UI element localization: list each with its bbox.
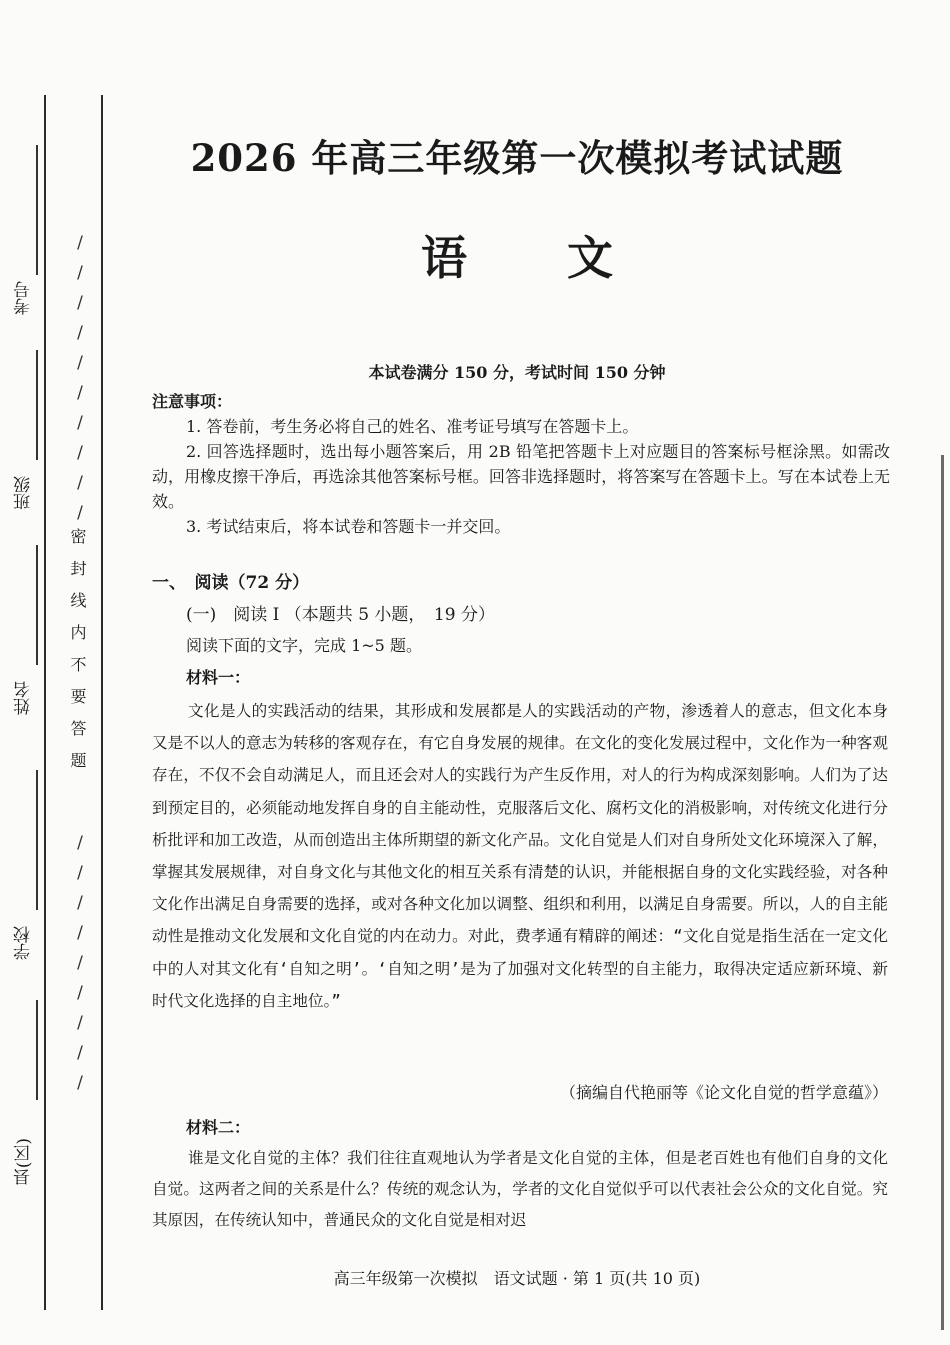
material-two-text: 谁是文化自觉的主体？我们往往直观地认为学者是文化自觉的主体，但是老百姓也有他们自身的文化自觉。这两者之间的关系是什么？传统的观念认为，学者的文化自觉似乎可以代表社会公众的文化自觉。究其原因，在传统认知中，普通民众的文化自觉是相对迟 [152, 1149, 888, 1229]
margin-border-line-outer [44, 95, 46, 1310]
material-two-label: 材料二： [186, 1118, 251, 1137]
notice-heading: 注意事项： [152, 392, 233, 411]
material-one-source: （摘编自代艳丽等《论文化自觉的哲学意蕴》） [559, 1083, 888, 1102]
class-label: 班级 [14, 476, 34, 510]
county-blank [36, 1000, 38, 1100]
name-field [8, 545, 40, 715]
seal-line [62, 228, 98, 1098]
notice-item: 1. 答卷前，考生务必将自己的姓名、准考证号填写在答题卡上。 [186, 417, 639, 436]
subsection-heading: (一) 阅读 I （本题共 5 小题， 19 分） [186, 605, 495, 625]
page-footer: 高三年级第一次模拟 语文试题 · 第 1 页(共 10 页) [333, 1269, 701, 1288]
name-blank [36, 545, 38, 665]
page-edge-shadow [941, 455, 944, 1330]
material-one-label: 材料一： [186, 668, 251, 687]
seal-slashes-top: / / / / / / / / / / [77, 233, 83, 523]
notice-item: 3. 考试结束后，将本试卷和答题卡一并交回。 [186, 517, 511, 536]
subject-title: 语文 [421, 231, 713, 285]
seal-warning-text: 密封线内不要答题 [68, 528, 87, 784]
margin-border-line-inner [101, 95, 103, 1310]
section-heading: 一、 阅读（72 分） [152, 573, 310, 593]
school-blank [36, 770, 38, 910]
exam-number-field [8, 145, 40, 315]
school-label: 学校 [14, 926, 34, 960]
school-field [8, 770, 40, 960]
class-blank [36, 350, 38, 460]
material-one-text: 文化是人的实践活动的结果，其形成和发展都是人的实践活动的产物，渗透着人的意志，但文化本身又是不以人的意志为转移的客观存在，有它自身发展的规律。在文化的变化发展过程中，文化作为一种客观存在，不仅不会自动满足人，而且还会对人的实践行为产生反作用，对人的行为构成深刻影响。人们为了达到预定目的，必须能动地发挥自身的自主能动性，克服落后文化、腐朽文化的消极影响，对传统文化进行分析批评和加工改造，从而创造出主体所期望的新文化产品。文化自觉是人们对自身所处文化环境深入了解，掌握其发展规律，对自身文化与其他文化的相互关系有清楚的认识，并能根据自身的文化实践经验，对各种文化作出满足自身需要的选择，或对各种文化加以调整、组织和利用，以满足自身需要。所以，人的自主能动性是推动文化发展和文化自觉的内在动力。对此，费孝通有精辟的阐述：“文化自觉是指生活在一定文化中的人对其文化有‘自知之明’。‘自知之明’是为了加强对文化转型的自主能力，取得决定适应新环境、新时代文化选择的自主地位。” [152, 702, 888, 1010]
notice-item: 2. 回答选择题时，选出每小题答案后，用 2B 铅笔把答题卡上对应题目的答案标号框涂黑。如需改动，用橡皮擦干净后，再选涂其他答案标号框。回答非选择题时，将答案写在答题卡上。写在本试卷上无效。 [152, 442, 890, 511]
reading-instruction: 阅读下面的文字，完成 1~5 题。 [186, 636, 422, 655]
exam-number-blank [36, 145, 38, 275]
class-field [8, 350, 40, 510]
score-time-line: 本试卷满分 150 分，考试时间 150 分钟 [368, 363, 666, 382]
county-label: 县(区) [14, 1137, 34, 1185]
exam-number-label: 考号 [14, 281, 34, 315]
notice-list [152, 414, 890, 539]
name-label: 姓名 [14, 681, 34, 715]
county-field [8, 1000, 40, 1185]
exam-title: 2026 年高三年级第一次模拟考试试题 [190, 136, 844, 180]
binding-margin [0, 0, 110, 1345]
seal-slashes-bottom: / / / / / / / / / [77, 833, 83, 1093]
